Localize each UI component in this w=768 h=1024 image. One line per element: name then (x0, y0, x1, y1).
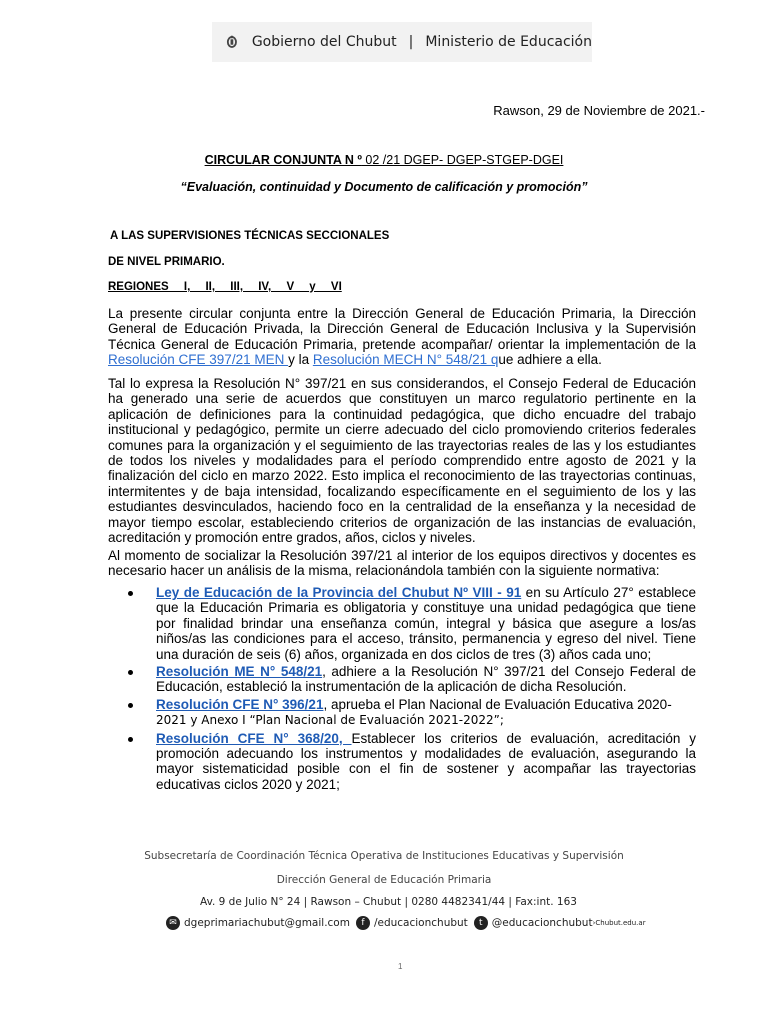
footer-twitter[interactable]: @educacionchubut (491, 917, 593, 929)
bullet-icon (128, 737, 133, 742)
addressee-line-1: A LAS SUPERVISIONES TÉCNICAS SECCIONALES (110, 230, 390, 242)
provincial-crest-icon (226, 27, 238, 57)
letterhead-ministry: Ministerio de Educación (425, 34, 592, 50)
document-date: Rawson, 29 de Noviembre de 2021.- (493, 103, 705, 118)
circular-title-bold: CIRCULAR CONJUNTA N º (204, 153, 362, 167)
list-item-text: , adhiere a la Resolución N° 397/21 del Consejo Federal de Educación, estableció la instrumentación de la aplicación de dicha Resolución. (156, 664, 696, 695)
paragraph-considerandos: Tal lo expresa la Resolución N° 397/21 en sus considerandos, el Consejo Federal de Educación ha generado una serie de acuerdos que constituyen un marco regulatorio pertinente en la aplicación de definiciones para la continuidad pedagógica, que dicho encuadre del trabajo institucional y pedagógico, permite un cierre adecuado del ciclo promoviendo criterios federales comunes para la organización y el seguimiento de las trayectorias reales de las y los estudiantes de todos los niveles y modalidades para el período comprendido entre agosto de 2021 y la finalización del ciclo en marzo 2022. Esto implica el reconocimiento de las trayectorias continuas, intermitentes y de baja intensidad, focalizando específicamente en el seguimiento de los y las estudiantes desvinculados, haciendo foco en la centralidad de la enseñanza y la necesidad de mayor tiempo escolar, estableciendo criterios de organización de las instancias de evaluación, acreditación y promoción entre grados, años, ciclos y niveles. (108, 376, 696, 546)
letterhead (212, 22, 592, 62)
paragraph-normativa: Al momento de socializar la Resolución 397/21 al interior de los equipos directivos y docentes es necesario hacer un análisis de la misma, relacionándola también con la siguiente normativa: (108, 548, 696, 579)
link-resolucion-cfe-396[interactable]: Resolución CFE N° 396/21 (156, 696, 324, 712)
letterhead-text (252, 34, 592, 50)
link-resolucion-cfe-397[interactable]: Resolución CFE 397/21 MEN (108, 352, 289, 368)
circular-title (0, 153, 768, 167)
paragraph-intro-text: La presente circular conjunta entre la Dirección General de Educación Primaria, la Dirección General de Educación Privada, la Dirección General de Educación Inclusiva y la Supervisión Técnica General de Educación Primaria, pretende acompañar/ orientar la implementación de la (108, 306, 696, 352)
link-ley-educacion-chubut[interactable]: Ley de Educación de la Provincia del Chubut Nº VIII - 91 (156, 585, 522, 600)
paragraph-intro-text-3: ue adhiere a ella. (498, 352, 602, 368)
footer-email[interactable]: dgeprimariachubut@gmail.com (184, 917, 350, 929)
link-resolucion-cfe-368[interactable]: Resolución CFE N° 368/20, (156, 730, 352, 746)
email-icon: ✉ (166, 916, 180, 930)
facebook-icon: f (356, 916, 370, 930)
list-item-text-annex: 2021 y Anexo I “Plan Nacional de Evaluación 2021-2022”; (156, 713, 504, 728)
letterhead-separator: | (408, 34, 414, 50)
bullet-icon (128, 670, 133, 675)
twitter-icon: t (474, 916, 488, 930)
list-item-text: , aprueba el Plan Nacional de Evaluación Educativa 2020- (323, 696, 672, 712)
circular-subject: “Evaluación, continuidad y Documento de calificación y promoción” (180, 180, 588, 194)
addressee-line-2: DE NIVEL PRIMARIO. (108, 256, 225, 268)
page-number: 1 (398, 962, 403, 971)
link-resolucion-mech-548[interactable]: Resolución MECH N° 548/21 q (312, 352, 499, 368)
paragraph-intro-text-2: y la (288, 352, 313, 368)
footer-address: Av. 9 de Julio N° 24 | Rawson – Chubut | 0280 4482341/44 | Fax:int. 163 (200, 896, 577, 908)
link-resolucion-me-548[interactable]: Resolución ME N° 548/21 (156, 664, 323, 680)
list-item (128, 664, 696, 695)
list-item (128, 731, 696, 793)
list-item-text: Establecer los criterios de evaluación, acreditación y promoción adecuando los instrumentos y modalidades de evaluación, asegurando la mayor sistematicidad posible con el fin de sostener y acompañar las trayectorias educativas ciclos 2020 y 2021; (156, 730, 696, 792)
circular-title-number: 02 /21 DGEP- DGEP-STGEP-DGEI (361, 153, 564, 167)
bullet-icon (128, 703, 133, 708)
list-item-text: en su Artículo 27° establece que la Educación Primaria es obligatoria y constituye una unidad pedagógica que tiene por finalidad brindar una enseñanza común, integral y básica que asegure a los/as niños/as las condiciones para el acceso, tránsito, permanencia y egreso del nivel. Tiene una duración de seis (6) años, organizada en dos ciclos de tres (3) años cada uno; (156, 585, 696, 662)
footer-facebook[interactable]: /educacionchubut (373, 917, 468, 929)
normativa-list (128, 585, 696, 794)
footer-domain[interactable]: ›Chubut.edu.ar (592, 919, 646, 927)
bullet-icon (128, 591, 133, 596)
footer-social (160, 916, 646, 930)
addressee-regions: REGIONES I, II, III, IV, V y VI (108, 281, 342, 293)
list-item (128, 697, 696, 729)
footer-subsecretaria: Subsecretaría de Coordinación Técnica Operativa de Instituciones Educativas y Supervisión (144, 850, 624, 862)
list-item (128, 585, 696, 662)
footer-direccion: Dirección General de Educación Primaria (276, 874, 492, 886)
letterhead-org: Gobierno del Chubut (251, 34, 397, 50)
paragraph-intro (108, 306, 696, 368)
